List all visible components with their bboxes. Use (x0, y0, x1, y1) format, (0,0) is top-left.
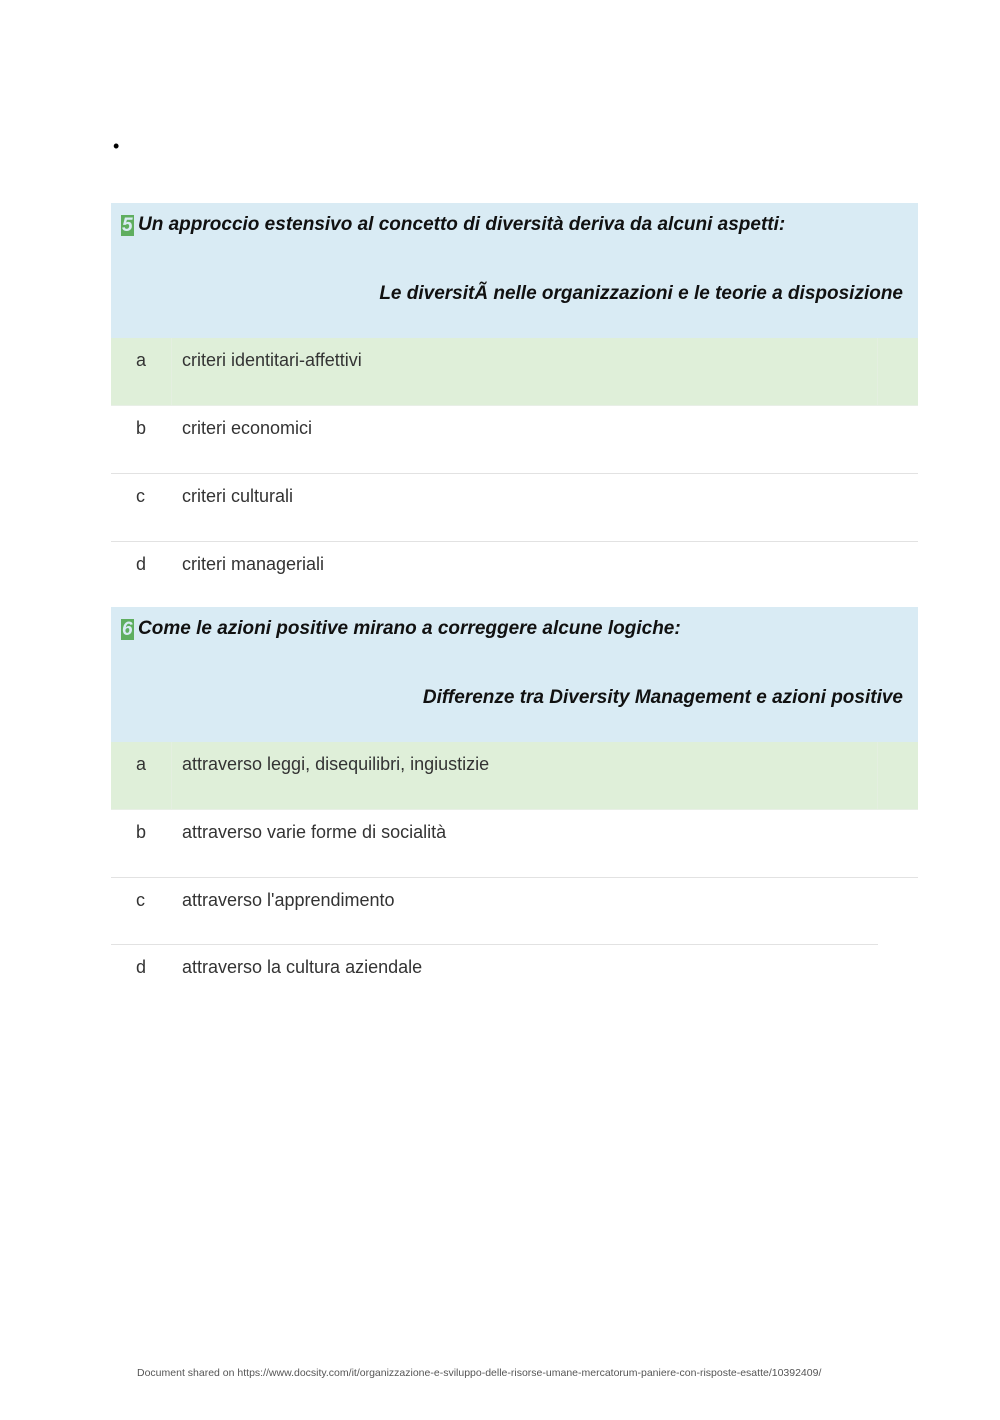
option-text: attraverso varie forme di socialità (182, 822, 447, 842)
option-text: attraverso la cultura aziendale (182, 957, 423, 977)
column-divider (877, 742, 878, 809)
answer-option-b (111, 406, 918, 474)
answer-option-c (111, 474, 918, 542)
column-divider (171, 338, 172, 405)
option-letter: d (136, 957, 147, 977)
question-text: Come le azioni positive mirano a correggere alcune logiche: (138, 618, 681, 639)
answer-option-b (111, 810, 918, 878)
column-divider (171, 742, 172, 809)
column-divider (877, 338, 878, 405)
option-text: criteri economici (182, 418, 313, 438)
question-text: Un approccio estensivo al concetto di diversità deriva da alcuni aspetti: (138, 214, 786, 235)
option-letter: d (136, 554, 147, 574)
option-letter: c (136, 890, 145, 910)
question-header (111, 607, 918, 742)
question-header (111, 203, 918, 338)
question-number-badge: 6 (122, 619, 133, 640)
question-number-badge: 5 (122, 215, 133, 236)
answer-option-c (111, 878, 918, 945)
question-block-6 (111, 607, 918, 1012)
option-letter: c (136, 486, 145, 506)
question-topic: Le diversitÃ nelle organizzazioni e le teorie a disposizione (379, 283, 903, 304)
option-text: attraverso leggi, disequilibri, ingiustizie (182, 754, 490, 774)
option-letter: b (136, 418, 147, 438)
option-letter: b (136, 822, 147, 842)
answer-option-d (111, 945, 918, 1012)
option-text: attraverso l'apprendimento (182, 890, 395, 910)
option-letter: a (136, 350, 147, 370)
answer-option-d (111, 542, 918, 609)
answer-option-a (111, 338, 918, 406)
question-topic: Differenze tra Diversity Management e azioni positive (422, 687, 903, 708)
list-bullet: • (113, 136, 120, 156)
option-text: criteri identitari-affettivi (182, 350, 362, 370)
question-block-5 (111, 203, 918, 609)
option-text: criteri manageriali (182, 554, 325, 574)
answer-option-a (111, 742, 918, 810)
option-text: criteri culturali (182, 486, 294, 506)
document-footer: Document shared on https://www.docsity.com/it/organizzazione-e-sviluppo-delle-risorse-umane-mercatorum-paniere-con-risposte-esatte/10392409/ (137, 1367, 822, 1379)
option-letter: a (136, 754, 147, 774)
